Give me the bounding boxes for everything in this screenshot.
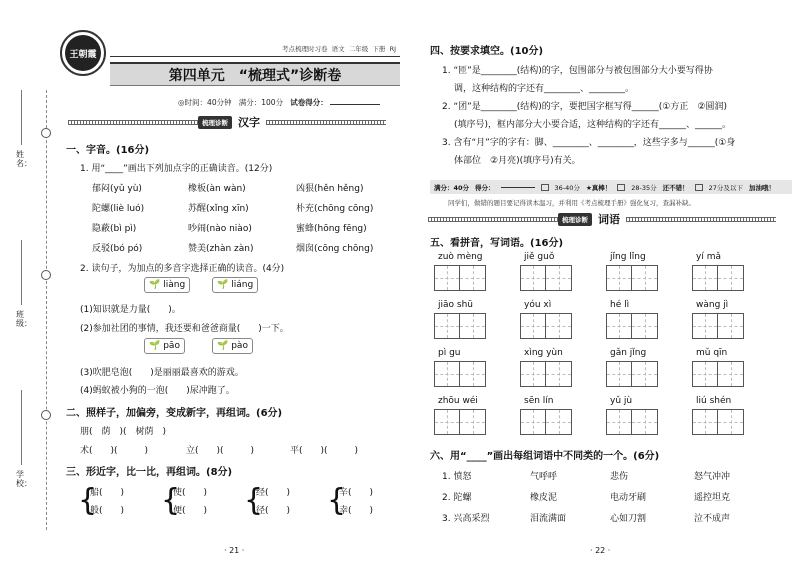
score-range: 36-40分 — [554, 183, 580, 192]
school-line — [21, 390, 22, 465]
pinyin-choice-item: 朴充(chōng cōng) — [296, 204, 374, 214]
score-range: 27分及以下 — [708, 183, 743, 192]
writing-grid[interactable] — [520, 265, 572, 291]
pinyin-option: liáng — [231, 280, 254, 290]
banner-pattern — [428, 217, 558, 222]
binding-dashed-line — [46, 90, 47, 530]
checkbox-icon — [695, 184, 703, 191]
writing-cell[interactable] — [460, 409, 486, 435]
pinyin-prompt: jǐng lǐng — [610, 252, 646, 262]
class-label: 班级： — [16, 310, 32, 328]
plant-icon: 🌱 — [149, 280, 161, 290]
checkbox-icon — [617, 184, 625, 191]
writing-cell[interactable] — [434, 361, 460, 387]
q2-item: 术( )( ) — [80, 446, 149, 456]
writing-grid[interactable] — [434, 409, 486, 435]
q3-title: 三、形近字，比一比，再组词。(8分) — [66, 467, 233, 478]
pinyin-option: pào — [231, 341, 248, 351]
pinyin-choice-bubble — [144, 277, 190, 293]
q1-title: 一、字音。(16分) — [66, 145, 150, 156]
writing-grid[interactable] — [434, 265, 486, 291]
binding-margin — [0, 0, 58, 566]
school-label: 学校： — [16, 470, 32, 488]
binding-hole — [41, 410, 51, 420]
q4-line: 3. 含有“月”字的字有：脚、________、________，这些字多与______(①身 — [442, 138, 736, 148]
word-option: 电动牙刷 — [610, 493, 647, 503]
writing-cell[interactable] — [632, 313, 658, 339]
score-bar — [430, 180, 792, 194]
pinyin-prompt: zhōu wéi — [438, 396, 478, 406]
word-option: 泪流满面 — [530, 514, 567, 524]
similar-char-item: 般( ) — [90, 506, 125, 516]
writing-grid[interactable] — [434, 361, 486, 387]
writing-cell[interactable] — [632, 265, 658, 291]
similar-char-item: 径( ) — [256, 506, 291, 516]
writing-cell[interactable] — [520, 265, 546, 291]
score-praise: 还不错！ — [662, 183, 689, 192]
writing-cell[interactable] — [606, 265, 632, 291]
pinyin-prompt: xìng yùn — [524, 348, 563, 358]
banner-pattern — [266, 120, 386, 125]
writing-cell[interactable] — [546, 409, 572, 435]
header-grade: 二年级 — [348, 45, 369, 53]
writing-cell[interactable] — [520, 313, 546, 339]
writing-cell[interactable] — [692, 265, 718, 291]
pinyin-prompt: jiě guǒ — [524, 252, 555, 262]
q1-sentence-2: (2)参加社团的事情，我还要和爸爸商量( )一下。 — [80, 324, 289, 334]
word-option: 气呼呼 — [530, 472, 558, 482]
writing-grid[interactable] — [692, 361, 744, 387]
q2-title: 二、照样子，加偏旁，变成新字，再组词。(6分) — [66, 408, 283, 419]
writing-cell[interactable] — [606, 361, 632, 387]
header-term: 下册 — [372, 45, 386, 53]
right-page — [410, 0, 800, 566]
binding-hole — [41, 128, 51, 138]
pinyin-prompt: pì gu — [438, 348, 461, 358]
pinyin-choice-item: 凶狠(hěn hěng) — [296, 184, 364, 194]
pinyin-choice-item: 陀螺(liè luó) — [92, 204, 145, 214]
pinyin-choice-item: 橡板(àn wàn) — [188, 184, 246, 194]
pinyin-prompt: sēn lín — [524, 396, 554, 406]
word-option: 2. 陀螺 — [442, 493, 472, 503]
pinyin-choice-bubble — [212, 277, 258, 293]
score-range: 28-35分 — [631, 183, 657, 192]
writing-cell[interactable] — [546, 361, 572, 387]
banner-pattern — [626, 217, 776, 222]
writing-cell[interactable] — [692, 409, 718, 435]
pinyin-choice-item: 反驳(bó pó) — [92, 244, 143, 254]
writing-cell[interactable] — [718, 313, 744, 339]
q4-line: (填序号)，框内部分大小要合适，这种结构的字还有______、______。 — [454, 120, 732, 130]
logo-text: 王朝霞 — [65, 35, 101, 71]
word-option: 泣不成声 — [694, 514, 731, 524]
writing-grid[interactable] — [520, 409, 572, 435]
brace-icon: { — [244, 483, 264, 518]
writing-cell[interactable] — [520, 361, 546, 387]
pinyin-choice-bubble — [144, 338, 185, 354]
pinyin-choice-item: 隐蔽(bì pì) — [92, 224, 137, 234]
banner-title: 汉字 — [238, 116, 260, 129]
q1-sentence-4: (4)蚂蚁被小狗的一泡( )尿冲跑了。 — [80, 386, 235, 396]
q4-line: 体部位 ②月亮)(填序号)有关。 — [454, 156, 581, 166]
q2-item: 平( )( ) — [290, 446, 359, 456]
writing-cell[interactable] — [460, 313, 486, 339]
brace-icon: { — [161, 483, 181, 518]
page-title: 第四单元 “梳理式”诊断卷 — [168, 67, 342, 84]
q1-sentence-1: (1)知识就是力量( )。 — [80, 305, 181, 315]
similar-char-item: 经( ) — [256, 488, 291, 498]
writing-cell[interactable] — [546, 313, 572, 339]
name-label: 姓名： — [16, 150, 32, 168]
q4-title: 四、按要求填空。(10分) — [430, 46, 544, 57]
time-text: ◎时间：40分钟 — [178, 98, 232, 107]
binding-hole — [41, 270, 51, 280]
pinyin-prompt: yí mǎ — [696, 252, 721, 262]
q1-sub2: 2. 读句子，为加点的多音字选择正确的读音。(4分) — [80, 264, 285, 274]
plant-icon: 🌱 — [217, 280, 229, 290]
q4-line: 1. “匝”是________(结构)的字，包围部分与被包围部分大小要写得协 — [442, 66, 713, 76]
similar-char-item: 幸( ) — [339, 506, 374, 516]
header-info — [282, 44, 396, 53]
word-option: 遥控坦克 — [694, 493, 731, 503]
score-full: 满分：40分 — [434, 183, 470, 192]
writing-grid[interactable] — [520, 361, 572, 387]
pinyin-prompt: liú shén — [696, 396, 732, 406]
pinyin-option: liàng — [163, 280, 186, 290]
writing-cell[interactable] — [632, 361, 658, 387]
pinyin-choice-item: 苏醒(xǐng xīn) — [188, 204, 249, 214]
writing-cell[interactable] — [718, 409, 744, 435]
pinyin-prompt: zuò mèng — [438, 252, 483, 262]
banner-tag: 梳理诊断 — [198, 116, 232, 129]
writing-cell[interactable] — [606, 409, 632, 435]
writing-cell[interactable] — [434, 409, 460, 435]
pinyin-prompt: jiāo shū — [438, 300, 473, 310]
section-banner-ciyu — [428, 211, 793, 227]
writing-grid[interactable] — [434, 313, 486, 339]
similar-char-item: 便( ) — [173, 506, 208, 516]
q6-title: 六、用“____”画出每组词语中不同类的一个。(6分) — [430, 451, 660, 462]
brace-icon: { — [78, 483, 98, 518]
header-edition: RJ — [389, 45, 396, 53]
similar-char-item: 辛( ) — [339, 488, 374, 498]
pinyin-prompt: yóu xì — [524, 300, 552, 310]
banner-pattern — [68, 120, 198, 125]
score-label: 得分： — [475, 183, 495, 192]
writing-cell[interactable] — [718, 361, 744, 387]
writing-grid[interactable] — [520, 313, 572, 339]
writing-cell[interactable] — [692, 361, 718, 387]
header-series: 考点梳理时习卷 — [282, 45, 328, 53]
plant-icon: 🌱 — [217, 341, 229, 351]
review-note: 同学们，做错的题目要记得读本温习，并利用《考点梳理手册》强化复习，查漏补缺。 — [448, 199, 695, 207]
pinyin-choice-item: 吵闹(nào niào) — [188, 224, 252, 234]
brand-logo — [60, 30, 106, 76]
writing-grid[interactable] — [606, 361, 658, 387]
header-subject: 语文 — [331, 45, 345, 53]
section-banner-hanzi — [68, 114, 398, 130]
writing-grid[interactable] — [606, 265, 658, 291]
pinyin-option: pāo — [163, 341, 180, 351]
pinyin-choice-item: 郁闷(yǔ yù) — [92, 184, 142, 194]
banner-tag: 梳理诊断 — [558, 213, 592, 226]
writing-grid[interactable] — [606, 313, 658, 339]
writing-grid[interactable] — [606, 409, 658, 435]
word-option: 橡皮泥 — [530, 493, 558, 503]
banner-title: 词语 — [598, 213, 620, 226]
pinyin-choice-item: 赞美(zhàn zàn) — [188, 244, 254, 254]
header-rule — [110, 56, 400, 57]
q4-line: 调，这种结构的字还有________、________。 — [454, 84, 635, 94]
score-praise: 加油哦！ — [748, 183, 775, 192]
word-option: 1. 愤怒 — [442, 472, 472, 482]
page-number-left: · 21 · — [224, 546, 245, 555]
score-blank — [330, 104, 380, 105]
writing-grid[interactable] — [692, 313, 744, 339]
writing-cell[interactable] — [546, 265, 572, 291]
pinyin-choice-bubble — [212, 338, 253, 354]
class-line — [21, 240, 22, 305]
q1-sentence-3: (3)吹肥皂泡( )是丽丽最喜欢的游戏。 — [80, 368, 244, 378]
similar-char-item: 使( ) — [173, 488, 208, 498]
pinyin-prompt: hé lì — [610, 300, 630, 310]
name-line — [21, 90, 22, 145]
word-option: 心如刀割 — [610, 514, 647, 524]
score-praise: ★真棒！ — [585, 183, 612, 192]
score-label: 试卷得分： — [290, 98, 328, 107]
writing-cell[interactable] — [434, 265, 460, 291]
pinyin-prompt: wàng jì — [696, 300, 729, 310]
word-option: 怒气冲冲 — [694, 472, 731, 482]
q4-line: 2. “团”是________(结构)的字，要把国字框写得______(①方正 ②圆润) — [442, 102, 727, 112]
score-blank — [501, 187, 535, 188]
exam-meta — [178, 97, 380, 108]
page-number-right: · 22 · — [590, 546, 611, 555]
q2-example: 朋( 荫 )( 树荫 ) — [80, 427, 167, 437]
writing-cell[interactable] — [520, 409, 546, 435]
writing-cell[interactable] — [460, 361, 486, 387]
writing-cell[interactable] — [460, 265, 486, 291]
brace-icon: { — [327, 483, 347, 518]
writing-grid[interactable] — [692, 265, 744, 291]
full-score-text: 满分：100分 — [238, 98, 284, 107]
writing-cell[interactable] — [692, 313, 718, 339]
q5-title: 五、看拼音，写词语。(16分) — [430, 238, 564, 249]
pinyin-prompt: mǔ qīn — [696, 348, 728, 358]
similar-char-item: 船( ) — [90, 488, 125, 498]
writing-cell[interactable] — [718, 265, 744, 291]
checkbox-icon — [541, 184, 549, 191]
q1-sub1: 1. 用“____”画出下列加点字的正确读音。(12分) — [80, 164, 273, 174]
pinyin-prompt: yǔ jù — [610, 396, 633, 406]
writing-cell[interactable] — [606, 313, 632, 339]
pinyin-prompt: gǎn jǐng — [610, 348, 647, 358]
q2-item: 立( )( ) — [186, 446, 255, 456]
writing-cell[interactable] — [632, 409, 658, 435]
pinyin-choice-item: 烟囱(cōng chōng) — [296, 244, 374, 254]
word-option: 悲伤 — [610, 472, 629, 482]
title-bar — [110, 62, 400, 86]
writing-grid[interactable] — [692, 409, 744, 435]
word-option: 3. 兴高采烈 — [442, 514, 490, 524]
writing-cell[interactable] — [434, 313, 460, 339]
pinyin-choice-item: 蜜蜂(hōng fēng) — [296, 224, 367, 234]
plant-icon: 🌱 — [149, 341, 161, 351]
